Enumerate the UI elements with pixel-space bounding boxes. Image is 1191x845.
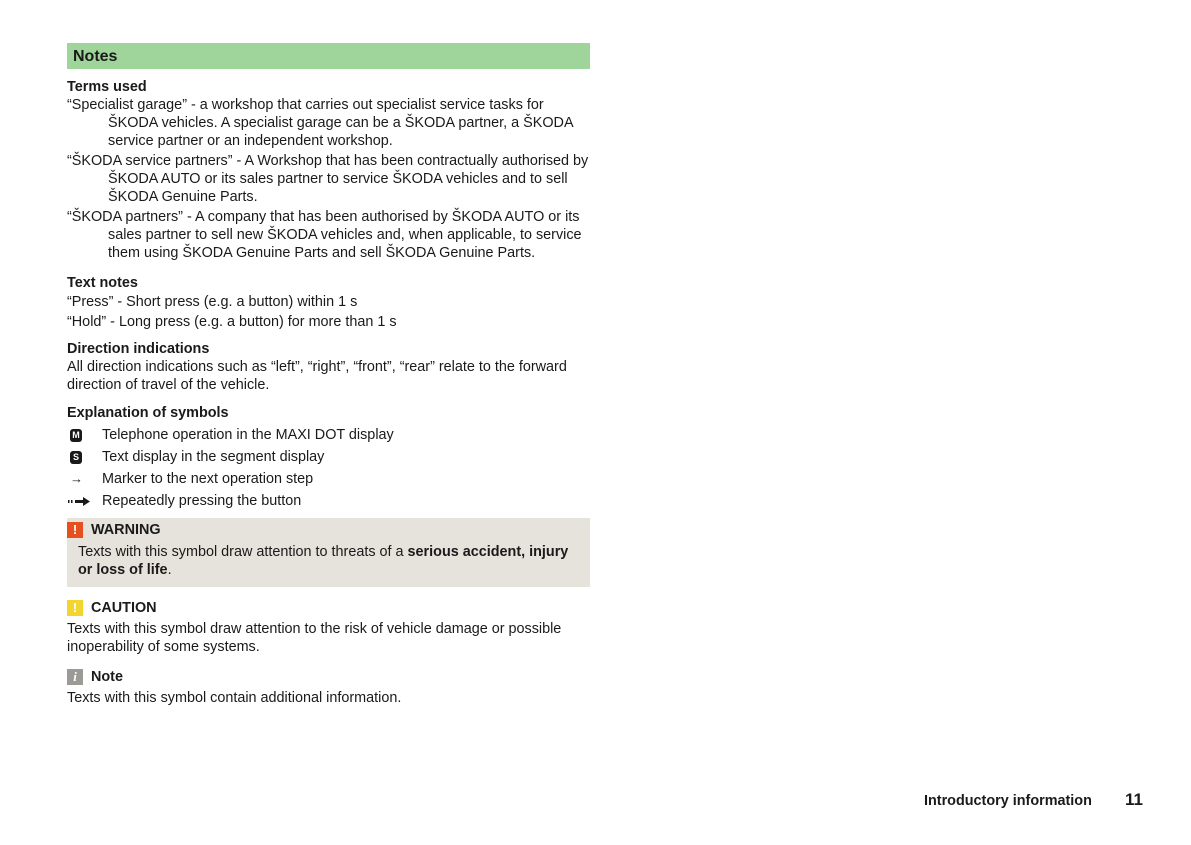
exclamation-warning-icon: ! [67,522,83,538]
warning-text [78,543,579,579]
symbol-text: Repeatedly pressing the button [102,493,302,509]
segment-display-key-icon: S [70,451,82,464]
direction-heading: Direction indications [67,341,210,357]
symbol-text: Telephone operation in the MAXI DOT display [102,427,394,443]
term-specialist-garage [67,96,590,150]
footer-section-title: Introductory information [924,793,1092,809]
note-block [67,668,590,707]
term-label: “Specialist garage” [67,97,187,113]
caution-label: CAUTION [91,600,157,616]
symbol-row [67,468,590,490]
text-notes-heading: Text notes [67,275,138,291]
notes-column [67,43,590,707]
caution-text: Texts with this symbol draw attention to the risk of vehicle damage or possible inoperability of some systems. [67,621,562,655]
term-definition: - a workshop that carries out specialist service tasks for ŠKODA vehicles. A specialist garage can be a ŠKODA partner, a ŠKODA service partner or an independent workshop. [108,97,573,149]
term-label: “ŠKODA service partners” [67,153,233,169]
warning-text-end: . [167,562,172,578]
warning-text-start: Texts with this symbol draw attention to threats of a [78,544,408,560]
hold-label: “Hold” [67,314,107,330]
page-number: 11 [1125,790,1143,809]
note-label-row [67,668,590,686]
term-service-partners [67,152,590,206]
press-note [67,292,590,312]
hold-note [67,312,590,332]
symbol-row [67,446,590,468]
symbol-text: Marker to the next operation step [102,471,314,487]
warning-label: WARNING [91,522,161,538]
caution-label-row [67,599,590,617]
symbol-text: Text display in the segment display [102,449,325,465]
warning-box [67,518,590,587]
note-text: Texts with this symbol contain additional information. [67,690,402,706]
press-label: “Press” [67,294,114,310]
warning-text-emphasis: serious accident, injury or loss of life [78,544,569,578]
arrow-right-icon: → [70,471,83,486]
maxi-dot-key-icon: M [70,429,82,442]
caution-block [67,599,590,656]
hold-definition: - Long press (e.g. a button) for more than 1 s [106,314,397,330]
terms-heading: Terms used [67,79,147,95]
section-header: Notes [67,43,590,69]
info-icon: i [67,669,83,685]
term-definition: - A Workshop that has been contractually authorised by ŠKODA AUTO or its sales partner to service ŠKODA vehicles and to sell ŠKODA Genuine Parts. [108,153,589,205]
symbol-row [67,424,590,446]
warning-label-row [67,520,579,539]
term-definition: - A company that has been authorised by ŠKODA AUTO or its sales partner to sell new ŠKODA vehicles and, when applicable, to service them using ŠKODA Genuine Parts and sell ŠKODA Genuine Parts. [108,209,582,261]
term-label: “ŠKODA partners” [67,209,183,225]
press-definition: - Short press (e.g. a button) within 1 s [113,294,358,310]
repeat-press-arrow-icon [67,496,91,506]
direction-text: All direction indications such as “left”, “right”, “front”, “rear” relate to the forward direction of travel of the vehicle. [67,359,567,393]
term-partners [67,208,590,262]
exclamation-caution-icon: ! [67,600,83,616]
note-label: Note [91,669,123,685]
symbols-heading: Explanation of symbols [67,405,229,421]
symbol-row [67,490,590,512]
